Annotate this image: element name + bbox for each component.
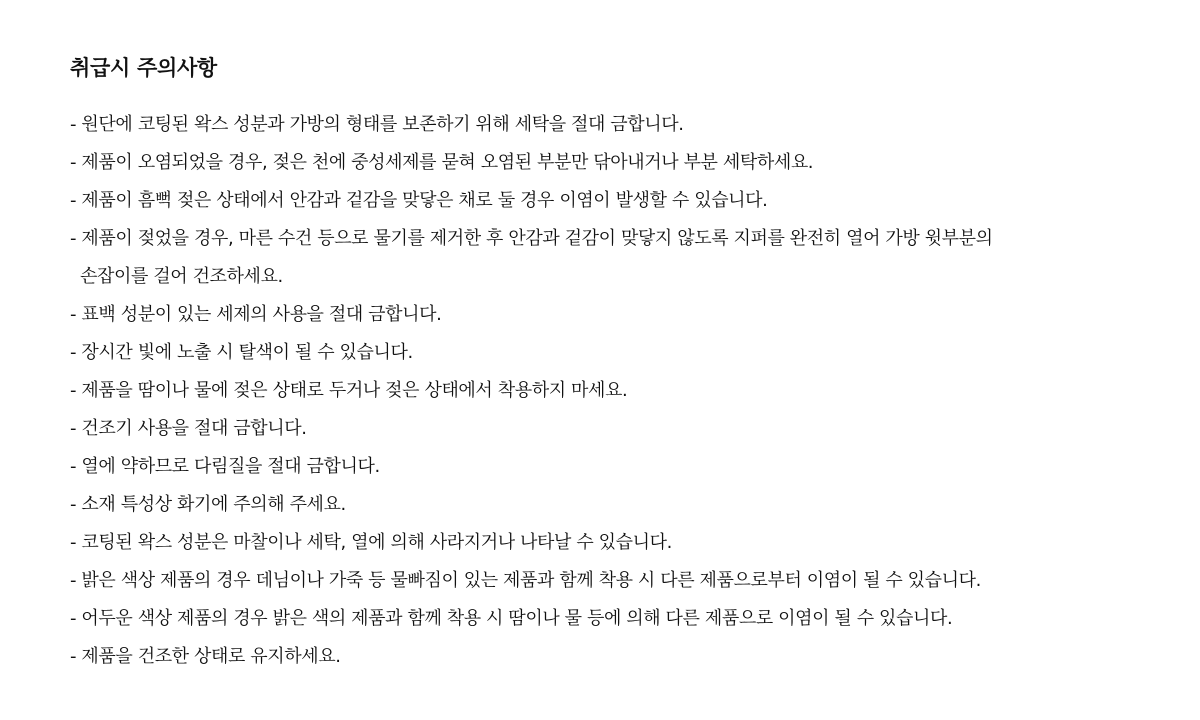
care-item-wash: - 원단에 코팅된 왁스 성분과 가방의 형태를 보존하기 위해 세탁을 절대 금합니다. [70,114,684,135]
care-item-drying-continued: 손잡이를 걸어 건조하세요. [80,266,283,287]
care-item-stain: - 제품이 오염되었을 경우, 젖은 천에 중성세제를 묻혀 오염된 부분만 닦아내거나 부분 세탁하세요. [70,152,814,173]
care-item-drying [70,220,1130,296]
care-item-dryer: - 건조기 사용을 절대 금합니다. [70,418,307,439]
care-item-keep-dry: - 제품을 건조한 상태로 유지하세요. [70,646,341,667]
care-item-wet-contact: - 제품이 흠뻑 젖은 상태에서 안감과 겉감을 맞닿은 채로 둘 경우 이염이 발생할 수 있습니다. [70,190,768,211]
care-item-light-color: - 밝은 색상 제품의 경우 데님이나 가죽 등 물빠짐이 있는 제품과 함께 착용 시 다른 제품으로부터 이염이 될 수 있습니다. [70,570,981,591]
care-item-sweat: - 제품을 땀이나 물에 젖은 상태로 두거나 젖은 상태에서 착용하지 마세요. [70,380,628,401]
care-item-wax: - 코팅된 왁스 성분은 마찰이나 세탁, 열에 의해 사라지거나 나타날 수 있습니다. [70,532,672,553]
care-item-drying-text: - 제품이 젖었을 경우, 마른 수건 등으로 물기를 제거한 후 안감과 겉감이 맞닿지 않도록 지퍼를 완전히 열어 가방 윗부분의 [70,228,993,249]
care-instructions-list [70,106,1130,676]
care-item-light: - 장시간 빛에 노출 시 탈색이 될 수 있습니다. [70,342,413,363]
care-item-dark-color: - 어두운 색상 제품의 경우 밝은 색의 제품과 함께 착용 시 땀이나 물 등에 의해 다른 제품으로 이염이 될 수 있습니다. [70,608,953,629]
section-title: 취급시 주의사항 [70,56,217,80]
care-item-ironing: - 열에 약하므로 다림질을 절대 금합니다. [70,456,380,477]
care-item-fire: - 소재 특성상 화기에 주의해 주세요. [70,494,346,515]
care-item-bleach: - 표백 성분이 있는 세제의 사용을 절대 금합니다. [70,304,442,325]
